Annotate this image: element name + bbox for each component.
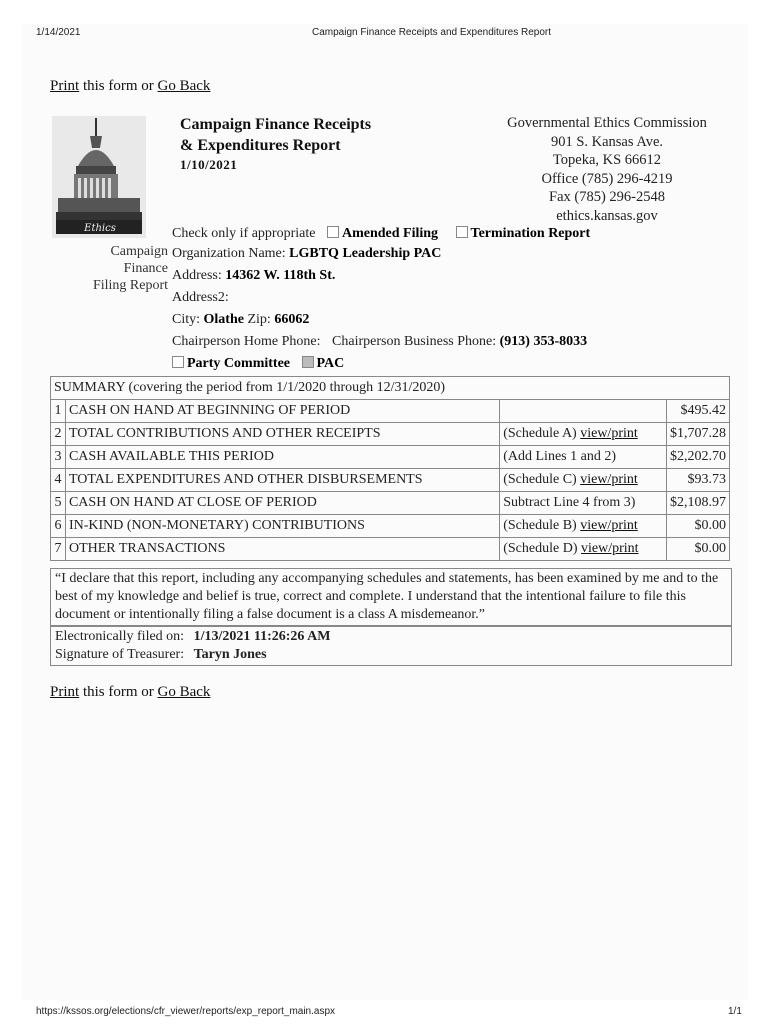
schedule-text: (Schedule C): [503, 472, 581, 487]
report-title-line2: & Expenditures Report: [180, 137, 341, 154]
line-description: CASH ON HAND AT CLOSE OF PERIOD: [65, 492, 499, 515]
party-committee-label: Party Committee: [187, 356, 291, 371]
party-committee-checkbox[interactable]: [172, 356, 184, 368]
address2-row: [172, 290, 229, 306]
business-phone-value: (913) 353-8033: [499, 334, 588, 349]
address-row: [172, 268, 335, 284]
agency-office-phone: Office (785) 296-4219: [541, 170, 673, 187]
schedule-reference: [500, 515, 667, 538]
filed-on-row: [55, 628, 727, 646]
line-amount: $0.00: [667, 538, 730, 561]
view-print-link[interactable]: view/print: [580, 472, 638, 487]
line-amount: $2,202.70: [667, 446, 730, 469]
address-label: Address:: [172, 268, 222, 283]
line-amount: $495.42: [667, 400, 730, 423]
org-name-label: Organization Name:: [172, 246, 286, 261]
report-title-line1: Campaign Finance Receipts: [180, 116, 372, 133]
line-description: CASH AVAILABLE THIS PERIOD: [65, 446, 499, 469]
signature-value: Taryn Jones: [193, 647, 267, 662]
summary-row: [51, 538, 730, 561]
schedule-reference: [500, 469, 667, 492]
amended-filing-label: Amended Filing: [341, 226, 439, 241]
city-label: City:: [172, 312, 201, 327]
report-title: [180, 114, 371, 156]
signature-label: Signature of Treasurer:: [55, 647, 185, 662]
go-back-link-bottom[interactable]: Go Back: [157, 684, 211, 700]
schedule-reference: [500, 400, 667, 423]
org-name-value: LGBTQ Leadership PAC: [289, 246, 442, 261]
side-label-line2: Finance: [123, 261, 168, 276]
city-value: Olathe: [203, 312, 244, 327]
filed-on-value: 1/13/2021 11:26:26 AM: [193, 629, 331, 644]
pac-checkbox[interactable]: [302, 356, 314, 368]
line-amount: $1,707.28: [667, 423, 730, 446]
print-url: https://kssos.org/elections/cfr_viewer/reports/exp_report_main.aspx: [36, 1006, 336, 1017]
schedule-reference: [500, 492, 667, 515]
line-amount: $0.00: [667, 515, 730, 538]
phone-row: [172, 334, 587, 350]
line-description: TOTAL EXPENDITURES AND OTHER DISBURSEMENTS: [65, 469, 499, 492]
line-number: 4: [51, 469, 66, 492]
line-amount: $93.73: [667, 469, 730, 492]
line-number: 3: [51, 446, 66, 469]
top-nav: [50, 78, 210, 95]
amended-filing-checkbox[interactable]: [327, 226, 339, 238]
nav-text-bottom: this form or: [79, 684, 158, 700]
organization-name-row: [172, 246, 441, 262]
schedule-text: (Schedule D): [503, 541, 581, 556]
filing-signature-block: [50, 626, 732, 666]
zip-label: Zip:: [247, 312, 271, 327]
print-date: 1/14/2021: [36, 27, 81, 38]
agency-city: Topeka, KS 66612: [552, 152, 662, 168]
summary-row: [51, 400, 730, 423]
city-zip-row: [172, 312, 309, 328]
schedule-reference: [500, 446, 667, 469]
schedule-text: (Add Lines 1 and 2): [503, 449, 616, 464]
summary-table: [50, 376, 730, 561]
print-title: Campaign Finance Receipts and Expenditures Report: [312, 27, 552, 38]
view-print-link[interactable]: view/print: [581, 541, 639, 556]
campaign-finance-side-label: [78, 243, 168, 294]
agency-address-block: [472, 114, 742, 225]
print-link-bottom[interactable]: Print: [50, 684, 80, 700]
print-link[interactable]: Print: [50, 78, 80, 94]
filing-type-row: [172, 226, 590, 242]
line-number: 1: [51, 400, 66, 423]
home-phone-label: Chairperson Home Phone:: [172, 334, 321, 349]
agency-street: 901 S. Kansas Ave.: [550, 133, 664, 150]
line-number: 5: [51, 492, 66, 515]
agency-name: Governmental Ethics Commission: [507, 115, 707, 131]
print-header: [22, 24, 748, 44]
schedule-reference: [500, 423, 667, 446]
logo-text: Ethics: [84, 223, 116, 234]
line-description: TOTAL CONTRIBUTIONS AND OTHER RECEIPTS: [65, 423, 499, 446]
check-prompt: Check only if appropriate: [172, 226, 316, 241]
zip-value: 66062: [274, 312, 310, 327]
side-label-line3: Filing Report: [92, 278, 168, 293]
line-number: 7: [51, 538, 66, 561]
print-page-number: 1/1: [728, 1006, 742, 1017]
signature-row: [55, 646, 727, 664]
agency-website: ethics.kansas.gov: [556, 207, 658, 224]
go-back-link[interactable]: Go Back: [157, 78, 211, 94]
filed-on-label: Electronically filed on:: [55, 629, 185, 644]
line-amount: $2,108.97: [667, 492, 730, 515]
address-value: 14362 W. 118th St.: [225, 268, 336, 283]
business-phone-label: Chairperson Business Phone:: [332, 334, 497, 349]
schedule-text: (Schedule B): [503, 518, 581, 533]
schedule-text: (Schedule A): [503, 426, 581, 441]
address2-label: Address2:: [172, 290, 229, 305]
summary-header: SUMMARY (covering the period from 1/1/2020 through 12/31/2020): [51, 377, 730, 400]
document-page: [22, 24, 748, 1017]
pac-label: PAC: [316, 356, 345, 371]
committee-type-row: [172, 356, 344, 372]
line-description: IN-KIND (NON-MONETARY) CONTRIBUTIONS: [65, 515, 499, 538]
line-number: 2: [51, 423, 66, 446]
summary-row: [51, 423, 730, 446]
termination-report-label: Termination Report: [470, 226, 591, 241]
report-date: 1/10/2021: [180, 157, 238, 172]
summary-row: [51, 515, 730, 538]
line-number: 6: [51, 515, 66, 538]
nav-text: this form or: [79, 78, 158, 94]
view-print-link[interactable]: view/print: [580, 426, 638, 441]
view-print-link[interactable]: view/print: [580, 518, 638, 533]
agency-fax: Fax (785) 296-2548: [549, 189, 665, 205]
schedule-reference: [500, 538, 667, 561]
summary-header-row: [51, 377, 730, 400]
summary-row: [51, 446, 730, 469]
capitol-icon: [52, 116, 146, 238]
line-description: OTHER TRANSACTIONS: [65, 538, 499, 561]
line-description: CASH ON HAND AT BEGINNING OF PERIOD: [65, 400, 499, 423]
summary-row: [51, 469, 730, 492]
termination-report-checkbox[interactable]: [456, 226, 468, 238]
declaration-text: “I declare that this report, including any accompanying schedules and statements, has been examined by me and to the best of my knowledge and belief is true, correct and complete. I understand that the intentional failure to file this document or intentionally filing a false document is a class A misdemeanor.”: [50, 568, 732, 626]
summary-row: [51, 492, 730, 515]
side-label-line1: Campaign: [110, 244, 168, 259]
capitol-logo: [52, 116, 146, 238]
schedule-text: Subtract Line 4 from 3): [503, 495, 636, 510]
bottom-nav: [50, 684, 210, 701]
